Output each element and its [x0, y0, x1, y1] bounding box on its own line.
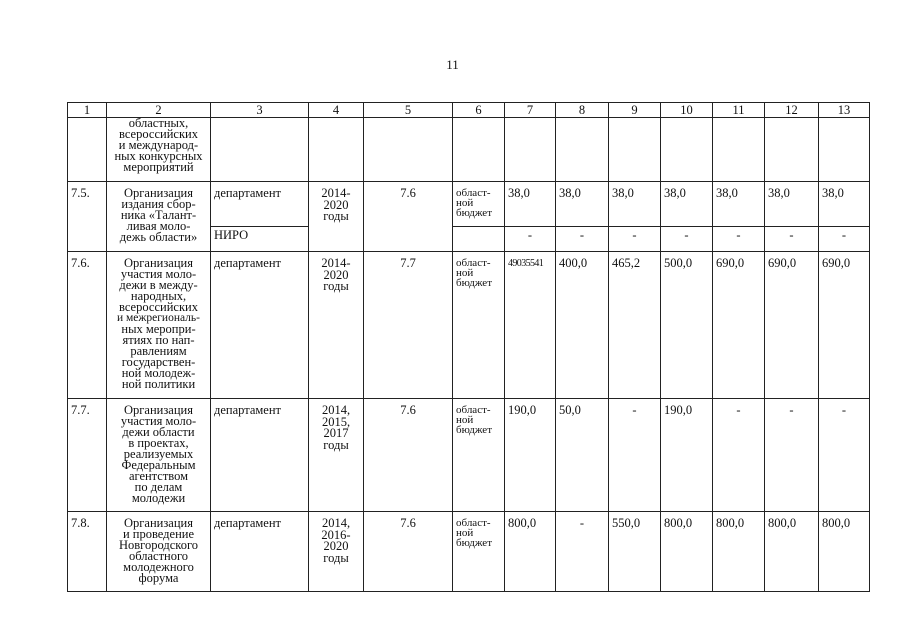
name-line: народных, — [130, 289, 187, 303]
value-cell: - — [556, 227, 609, 252]
period-cell — [309, 399, 364, 512]
code-cell: 7.6 — [364, 182, 453, 252]
header-cell: 11 — [713, 103, 765, 118]
name-cell — [107, 182, 211, 252]
value-cell — [713, 118, 765, 182]
name-line: и проведение — [122, 527, 195, 541]
value-cell: 190,0 — [661, 399, 713, 512]
value-cell — [765, 118, 819, 182]
value-cell: 550,0 — [609, 512, 661, 592]
header-cell: 3 — [211, 103, 309, 118]
name-cell — [107, 512, 211, 592]
row-number: 7.8. — [68, 512, 107, 592]
value-cell — [556, 118, 609, 182]
name-line: ливая моло- — [126, 219, 191, 233]
period-line: годы — [323, 209, 349, 223]
value-cell: - — [819, 399, 870, 512]
value-cell: 800,0 — [505, 512, 556, 592]
value-cell: - — [819, 227, 870, 252]
value-cell: 38,0 — [609, 182, 661, 227]
value-cell: 690,0 — [765, 252, 819, 399]
source-line: ной — [456, 414, 474, 426]
table-row — [68, 118, 870, 182]
source-cell — [453, 252, 505, 399]
name-line: ной политики — [121, 377, 196, 391]
source-cell — [453, 399, 505, 512]
source-line: бюджет — [456, 207, 492, 219]
table-row — [68, 399, 870, 512]
name-line: дежи области — [122, 425, 195, 439]
table-row — [68, 512, 870, 592]
executor-cell: департамент — [211, 399, 309, 512]
value-cell — [609, 118, 661, 182]
name-line: Федеральным — [121, 458, 196, 472]
period-line: 2020 — [323, 197, 349, 212]
period-line: 2015, — [321, 414, 351, 429]
value-cell: 38,0 — [505, 182, 556, 227]
name-line: всероссийских — [119, 300, 198, 314]
name-line: по делам — [134, 480, 183, 494]
name-line: реализуемых — [123, 447, 194, 461]
period-line: 2020 — [323, 267, 349, 282]
value-cell: 190,0 — [505, 399, 556, 512]
source-cell — [453, 512, 505, 592]
name-line: ной молодеж- — [121, 366, 196, 380]
source-line: ной — [456, 197, 474, 209]
source-line: бюджет — [456, 424, 492, 436]
period-line: 2017 — [323, 426, 349, 440]
name-line: дежь области» — [119, 230, 198, 244]
num-cell — [68, 118, 107, 182]
period-line: годы — [323, 550, 349, 565]
value-cell: 38,0 — [556, 182, 609, 227]
name-line: участия моло- — [120, 414, 197, 428]
value-cell: 500,0 — [661, 252, 713, 399]
source-line: бюджет — [456, 537, 492, 549]
period-line: 2014- — [321, 256, 351, 270]
name-line: областного — [128, 549, 189, 563]
name-line: областных, — [128, 116, 189, 130]
name-cell — [107, 118, 211, 182]
name-line: молодежного — [123, 560, 194, 574]
period-cell — [309, 512, 364, 592]
source-line: област- — [456, 257, 491, 269]
value-cell: 690,0 — [819, 252, 870, 399]
name-line: и межрегиональ- — [116, 312, 200, 324]
header-cell: 7 — [505, 103, 556, 118]
source-line: бюджет — [456, 277, 492, 289]
value-cell: - — [765, 399, 819, 512]
value-cell: - — [609, 227, 661, 252]
period-line: годы — [323, 279, 349, 293]
name-line: Организация — [124, 516, 193, 530]
row-number: 7.6. — [68, 252, 107, 399]
source-line: ной — [456, 527, 474, 539]
header-cell: 1 — [68, 103, 107, 118]
name-line: равлениям — [130, 344, 187, 358]
header-cell: 10 — [661, 103, 713, 118]
period-line: 2020 — [323, 539, 349, 553]
value-cell: 38,0 — [819, 182, 870, 227]
value-cell: 690,0 — [713, 252, 765, 399]
name-line: всероссийских — [119, 127, 198, 141]
name-cell — [107, 252, 211, 399]
value-cell: 800,0 — [661, 512, 713, 592]
name-line: форума — [138, 571, 179, 585]
value-cell: 465,2 — [609, 252, 661, 399]
row-number: 7.5. — [68, 182, 107, 252]
name-cell — [107, 399, 211, 512]
value-cell: 50,0 — [556, 399, 609, 512]
header-cell: 9 — [609, 103, 661, 118]
period-cell — [309, 118, 364, 182]
value-cell: 38,0 — [713, 182, 765, 227]
value-cell: - — [609, 399, 661, 512]
name-line: Организация — [124, 186, 193, 200]
executor-cell: департамент — [211, 512, 309, 592]
source-cell — [453, 227, 505, 252]
period-line: 2014, — [321, 403, 351, 417]
header-cell: 13 — [819, 103, 870, 118]
name-line: ных меропри- — [121, 322, 196, 336]
name-line: Новгородского — [118, 538, 199, 552]
value-cell: 800,0 — [819, 512, 870, 592]
period-line: 2016- — [321, 527, 351, 542]
code-cell: 7.6 — [364, 399, 453, 512]
executor-cell: департамент — [211, 252, 309, 399]
executor-cell — [211, 118, 309, 182]
value-cell — [505, 118, 556, 182]
value-cell: - — [713, 227, 765, 252]
value-cell: 400,0 — [556, 252, 609, 399]
value-cell: 800,0 — [765, 512, 819, 592]
value-cell — [819, 118, 870, 182]
code-cell: 7.6 — [364, 512, 453, 592]
value-cell: 38,0 — [765, 182, 819, 227]
name-line: в проектах, — [128, 436, 189, 450]
header-cell: 4 — [309, 103, 364, 118]
value-cell: - — [713, 399, 765, 512]
name-line: агентством — [128, 469, 189, 483]
value-cell: - — [765, 227, 819, 252]
source-cell — [453, 182, 505, 227]
value-cell: 38,0 — [661, 182, 713, 227]
header-cell: 2 — [107, 103, 211, 118]
header-cell: 6 — [453, 103, 505, 118]
page-number: 11 — [446, 57, 459, 72]
period-line: 2014- — [321, 186, 351, 200]
value-cell: 49035541 — [505, 252, 556, 399]
executor-cell: департамент — [211, 182, 309, 227]
period-line: 2014, — [321, 516, 351, 530]
source-line: област- — [456, 517, 491, 529]
name-line: мероприятий — [123, 160, 194, 174]
value-cell: - — [505, 227, 556, 252]
row-number: 7.7. — [68, 399, 107, 512]
name-line: участия моло- — [120, 267, 197, 281]
name-line: молодежи — [131, 491, 186, 505]
value-cell: 800,0 — [713, 512, 765, 592]
table-row — [68, 252, 870, 399]
executor-cell: НИРО — [211, 227, 309, 252]
name-line: Организация — [124, 403, 193, 417]
header-cell: 12 — [765, 103, 819, 118]
value-cell: - — [661, 227, 713, 252]
header-cell: 5 — [364, 103, 453, 118]
name-line: Организация — [124, 256, 193, 270]
period-cell — [309, 252, 364, 399]
source-line: област- — [456, 187, 491, 199]
period-line: годы — [323, 437, 349, 452]
table-row — [68, 182, 870, 227]
source-line: област- — [456, 404, 491, 416]
code-cell: 7.7 — [364, 252, 453, 399]
value-cell — [661, 118, 713, 182]
name-line: и международ- — [118, 138, 199, 152]
source-line: ной — [456, 267, 474, 279]
name-line: издания сбор- — [121, 197, 196, 211]
value-cell: - — [556, 512, 609, 592]
code-cell — [364, 118, 453, 182]
header-cell: 8 — [556, 103, 609, 118]
name-line: государствен- — [121, 355, 196, 369]
name-line: ника «Талант- — [120, 208, 197, 222]
name-line: ятиях по нап- — [122, 333, 195, 347]
name-line: ных конкурсных — [114, 149, 203, 163]
budget-table — [67, 102, 870, 592]
source-cell — [453, 118, 505, 182]
period-cell — [309, 182, 364, 252]
name-line: дежи в между- — [119, 278, 198, 292]
